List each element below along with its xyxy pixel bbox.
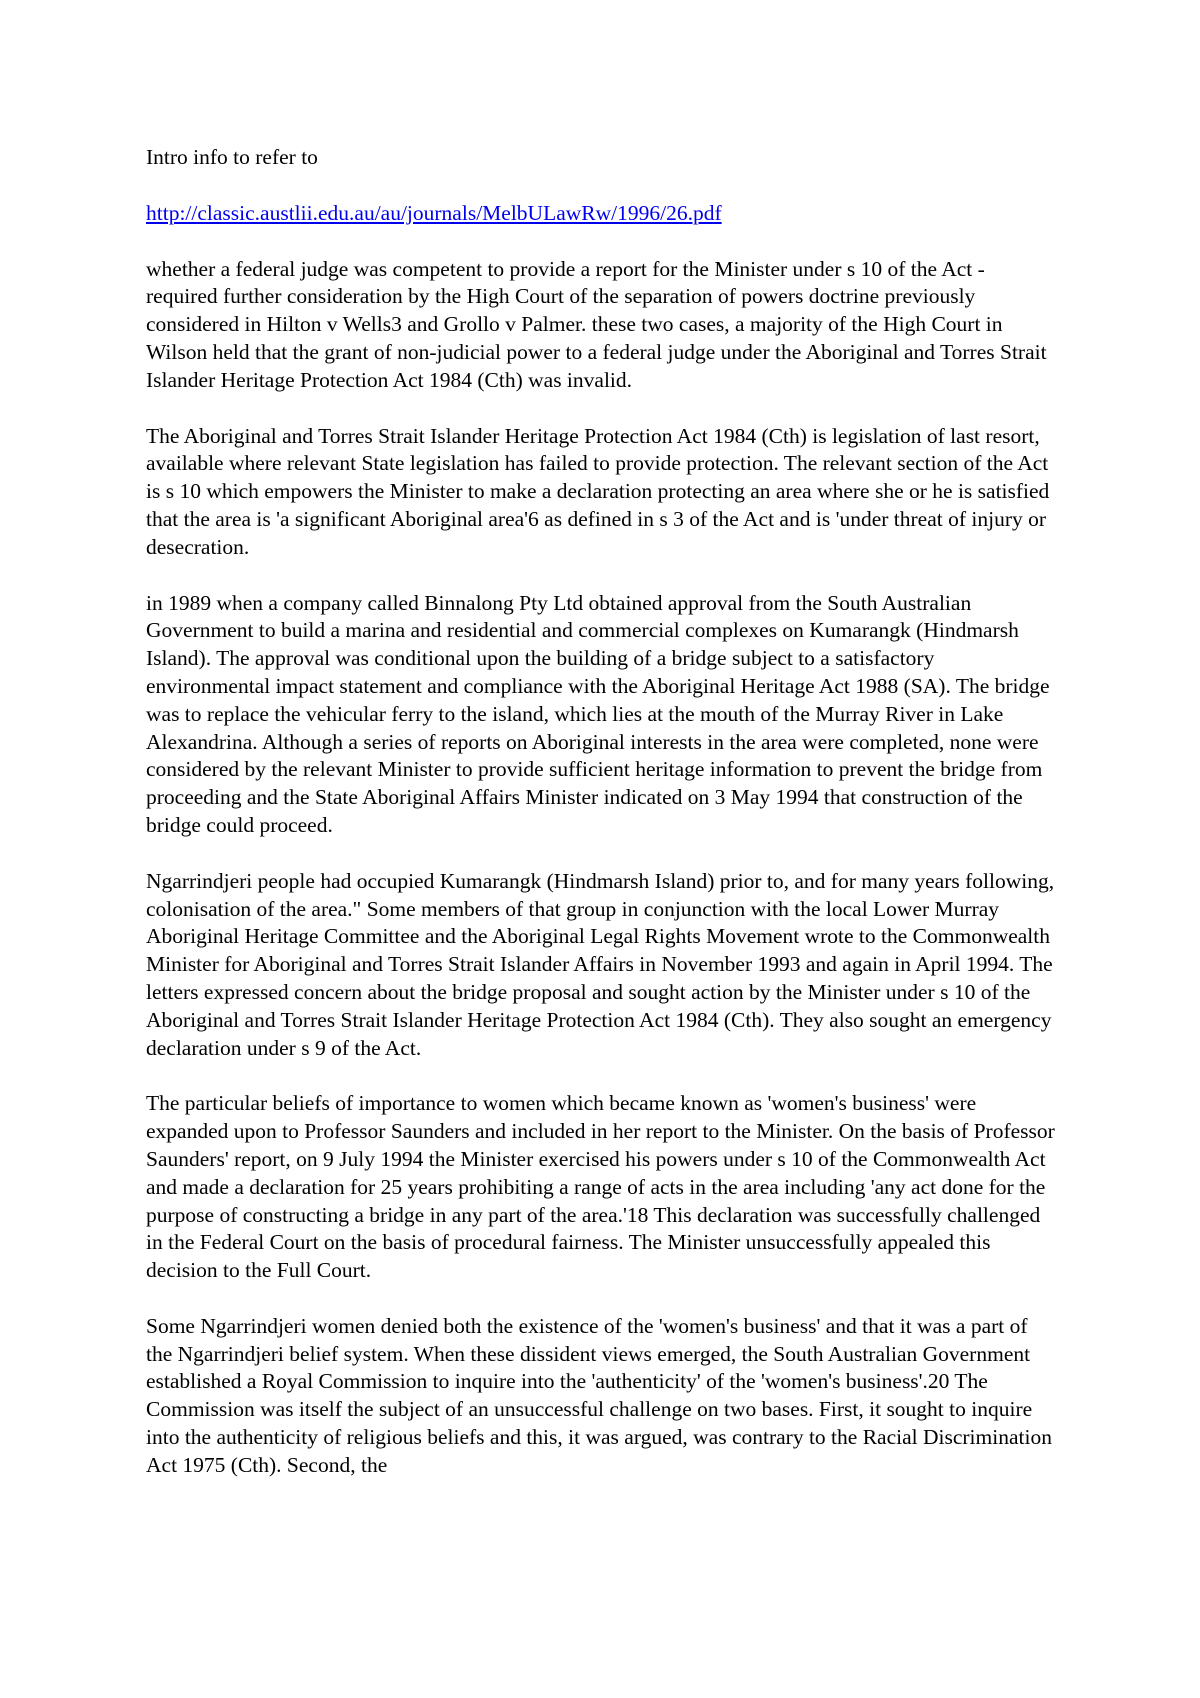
paragraph-binnalong-approval: in 1989 when a company called Binnalong Pty Ltd obtained approval from the South Australian Government to build a marina and residential and commercial complexes on Kumarangk (Hindmarsh Island). The approval was conditional upon the building of a bridge subject to a satisfactory environmental impact statement and compliance with the Aboriginal Heritage Act 1988 (SA). The bridge was to replace the vehicular ferry to the island, which lies at the mouth of the Murray River in Lake Alexandrina. Although a series of reports on Aboriginal interests in the area were completed, none were considered by the relevant Minister to provide sufficient heritage information to prevent the bridge from proceeding and the State Aboriginal Affairs Minister indicated on 3 May 1994 that construction of the bridge could proceed. — [146, 590, 1050, 837]
reference-link-line — [146, 200, 1056, 228]
reference-link[interactable]: http://classic.austlii.edu.au/au/journals/MelbULawRw/1996/26.pdf — [146, 200, 722, 225]
paragraph-heritage-act: The Aboriginal and Torres Strait Islander Heritage Protection Act 1984 (Cth) is legislation of last resort, available where relevant State legislation has failed to provide protection. The relevant section of the Act is s 10 which empowers the Minister to make a declaration protecting an area where she or he is satisfied that the area is 'a significant Aboriginal area'6 as defined in s 3 of the Act and is 'under threat of injury or desecration. — [146, 423, 1050, 559]
paragraph-ngarrindjeri-people: Ngarrindjeri people had occupied Kumarangk (Hindmarsh Island) prior to, and for many years following, colonisation of the area." Some members of that group in conjunction with the local Lower Murray Aboriginal Heritage Committee and the Aboriginal Legal Rights Movement wrote to the Commonwealth Minister for Aboriginal and Torres Strait Islander Affairs in November 1993 and again in April 1994. The letters expressed concern about the bridge proposal and sought action by the Minister under s 10 of the Aboriginal and Torres Strait Islander Heritage Protection Act 1984 (Cth). They also sought an emergency declaration under s 9 of the Act. — [146, 868, 1055, 1060]
paragraph-womens-business: The particular beliefs of importance to women which became known as 'women's business' were expanded upon to Professor Saunders and included in her report to the Minister. On the basis of Professor Saunders' report, on 9 July 1994 the Minister exercised his powers under s 10 of the Commonwealth Act and made a declaration for 25 years prohibiting a range of acts in the area including 'any act done for the purpose of constructing a bridge in any part of the area.'18 This declaration was successfully challenged in the Federal Court on the basis of procedural fairness. The Minister unsuccessfully appealed this decision to the Full Court. — [146, 1091, 1055, 1283]
document-body — [146, 144, 1056, 1508]
paragraph-dissident-views: Some Ngarrindjeri women denied both the existence of the 'women's business' and that it was a part of the Ngarrindjeri belief system. When these dissident views emerged, the South Australian Government established a Royal Commission to inquire into the 'authenticity' of the 'women's business'.20 The Commission was itself the subject of an unsuccessful challenge on two bases. First, it sought to inquire into the authenticity of religious beliefs and this, it was argued, was contrary to the Racial Discrimination Act 1975 (Cth). Second, the — [146, 1313, 1052, 1477]
paragraph-separation-of-powers: whether a federal judge was competent to provide a report for the Minister under s 10 of the Act - required further consideration by the High Court of the separation of powers doctrine previously considered in Hilton v Wells3 and Grollo v Palmer. these two cases, a majority of the High Court in Wilson held that the grant of non-judicial power to a federal judge under the Aboriginal and Torres Strait Islander Heritage Protection Act 1984 (Cth) was invalid. — [146, 256, 1047, 392]
document-heading: Intro info to refer to — [146, 145, 318, 169]
